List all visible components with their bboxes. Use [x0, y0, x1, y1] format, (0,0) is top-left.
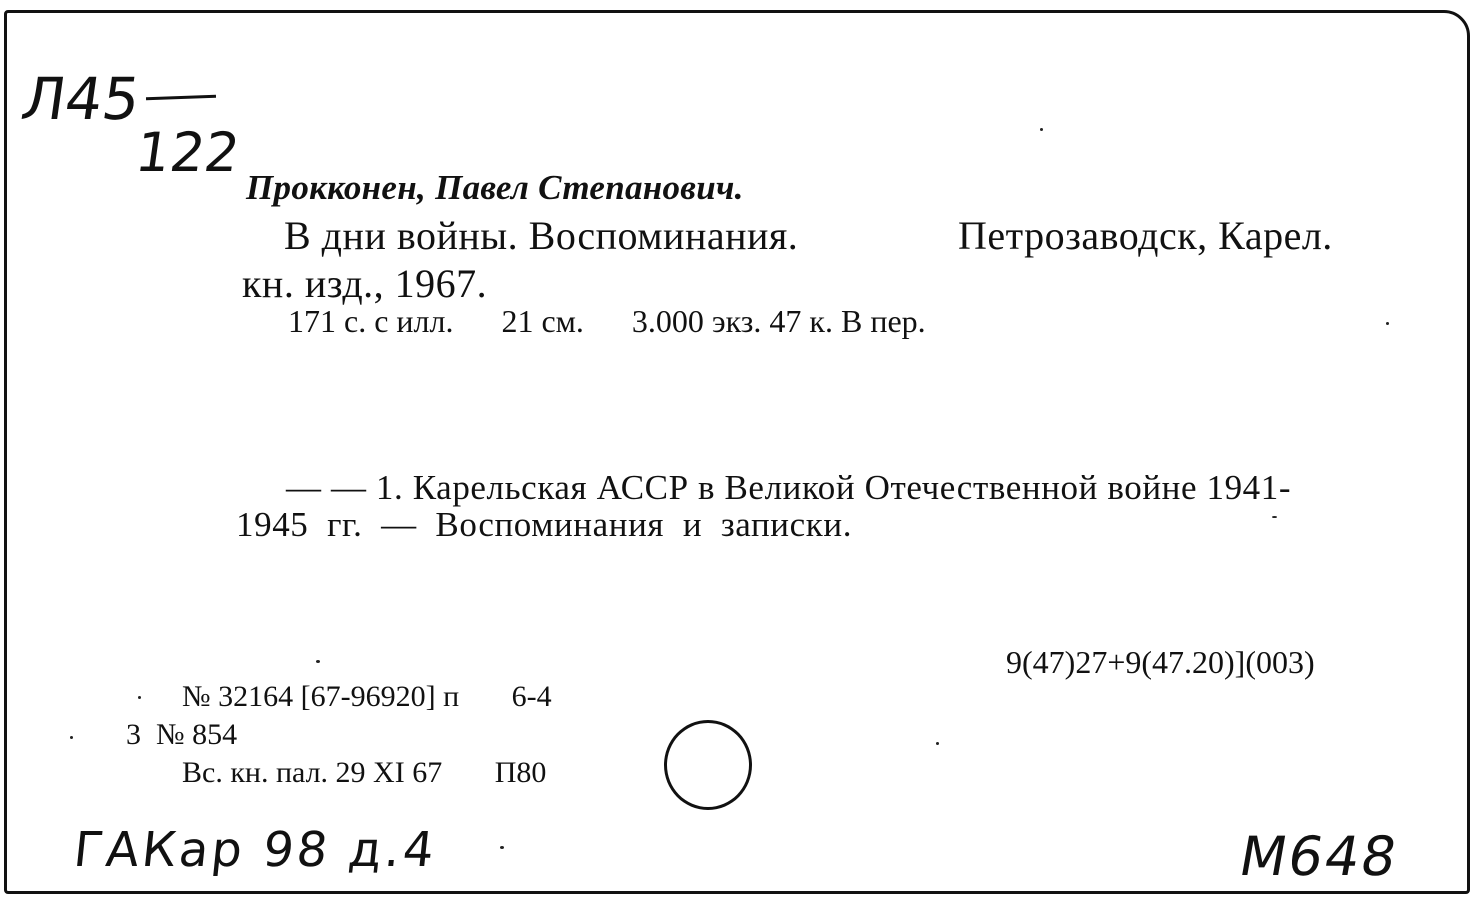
- subject-heading-line-1: — — 1. Карельская АССР в Великой Отечественной войне 1941-: [286, 468, 1292, 507]
- stamp-circle: [664, 720, 752, 810]
- classification-code: 9(47)27+9(47.20)](003): [1006, 644, 1315, 680]
- author-heading: Прокконен, Павел Степанович.: [246, 168, 744, 207]
- shelf-mark-top: Л45: [17, 65, 145, 133]
- scan-speck: [138, 696, 141, 699]
- scan-speck: [500, 846, 504, 849]
- registration-line-3: Вс. кн. пал. 29 XI 67 П80: [182, 756, 547, 789]
- scan-speck: [936, 742, 939, 745]
- handwritten-archive-note: ГАКар 98 д.4: [71, 822, 440, 878]
- publisher-and-year: кн. изд., 1967.: [242, 261, 488, 306]
- subject-heading-line-2: 1945 гг. — Воспоминания и записки.: [236, 505, 853, 544]
- handwritten-inventory-number: М648: [1234, 825, 1404, 888]
- scan-speck: [1040, 128, 1043, 131]
- physical-description: 171 с. с илл. 21 см. 3.000 экз. 47 к. В пер.: [288, 303, 926, 339]
- scan-speck: [70, 736, 73, 739]
- shelf-mark-bottom: 122: [131, 121, 244, 184]
- scan-speck: [316, 660, 320, 663]
- publication-place: Петрозаводск, Карел.: [958, 213, 1333, 258]
- scan-speck: [1386, 322, 1389, 325]
- registration-line-1: № 32164 [67-96920] п 6-4: [182, 680, 552, 713]
- title-statement: В дни войны. Воспоминания.: [284, 213, 799, 258]
- registration-line-2: 3 № 854: [126, 718, 238, 751]
- scan-speck: [1272, 516, 1277, 518]
